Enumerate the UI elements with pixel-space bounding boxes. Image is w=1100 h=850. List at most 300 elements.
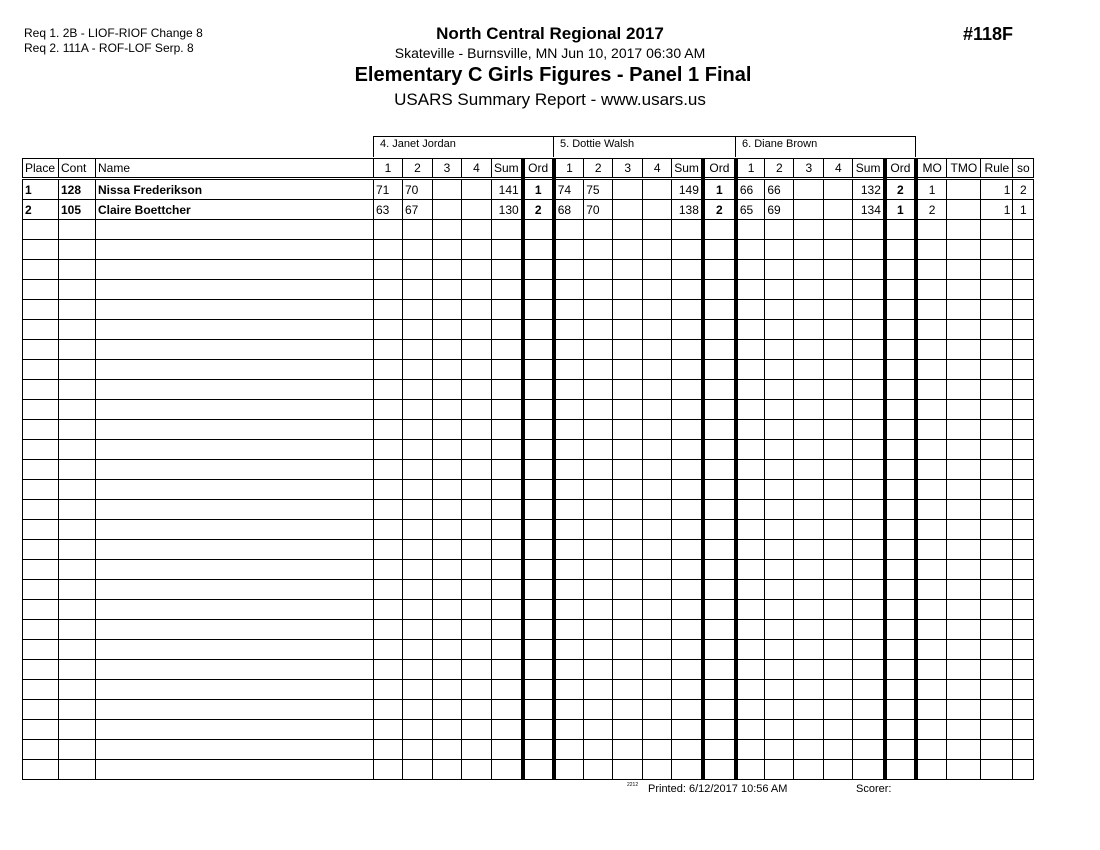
empty-cell bbox=[374, 740, 403, 760]
empty-cell bbox=[59, 620, 96, 640]
empty-cell bbox=[981, 420, 1013, 440]
judge1-score3-cell bbox=[433, 200, 462, 220]
empty-cell bbox=[59, 660, 96, 680]
judge2-score4-cell bbox=[643, 200, 672, 220]
empty-cell bbox=[824, 360, 853, 380]
empty-cell bbox=[96, 760, 374, 780]
empty-cell bbox=[672, 760, 703, 780]
empty-cell bbox=[736, 240, 765, 260]
empty-cell bbox=[492, 380, 523, 400]
empty-cell bbox=[824, 220, 853, 240]
empty-cell bbox=[523, 700, 554, 720]
empty-cell bbox=[59, 420, 96, 440]
scorer-label: Scorer: bbox=[856, 783, 892, 795]
empty-cell bbox=[374, 360, 403, 380]
empty-table-row bbox=[23, 320, 1034, 340]
venue-datetime: Skateville - Burnsville, MN Jun 10, 2017 06:30 AM bbox=[394, 45, 706, 61]
empty-cell bbox=[492, 220, 523, 240]
empty-cell bbox=[554, 660, 584, 680]
empty-cell bbox=[374, 720, 403, 740]
empty-cell bbox=[554, 540, 584, 560]
empty-cell bbox=[554, 620, 584, 640]
j1-col-3: 3 bbox=[433, 159, 462, 179]
empty-cell bbox=[885, 320, 916, 340]
empty-cell bbox=[916, 420, 947, 440]
table-row bbox=[23, 200, 1034, 220]
empty-cell bbox=[23, 340, 59, 360]
empty-cell bbox=[374, 760, 403, 780]
empty-cell bbox=[462, 540, 492, 560]
empty-cell bbox=[916, 720, 947, 740]
empty-cell bbox=[403, 320, 433, 340]
empty-cell bbox=[554, 440, 584, 460]
empty-cell bbox=[433, 420, 462, 440]
empty-cell bbox=[492, 720, 523, 740]
empty-cell bbox=[736, 500, 765, 520]
empty-cell bbox=[96, 440, 374, 460]
empty-cell bbox=[765, 560, 794, 580]
empty-cell bbox=[433, 560, 462, 580]
empty-cell bbox=[824, 720, 853, 740]
empty-cell bbox=[853, 300, 885, 320]
empty-cell bbox=[736, 720, 765, 740]
empty-cell bbox=[765, 340, 794, 360]
empty-cell bbox=[703, 300, 736, 320]
empty-cell bbox=[643, 680, 672, 700]
empty-cell bbox=[703, 340, 736, 360]
empty-cell bbox=[403, 480, 433, 500]
empty-cell bbox=[981, 360, 1013, 380]
empty-cell bbox=[643, 300, 672, 320]
empty-cell bbox=[403, 620, 433, 640]
col-so: so bbox=[1013, 159, 1034, 179]
judge3-score1-cell: 66 bbox=[736, 179, 765, 200]
judge2-score2-cell: 70 bbox=[584, 200, 613, 220]
empty-cell bbox=[433, 300, 462, 320]
empty-cell bbox=[916, 600, 947, 620]
empty-cell bbox=[703, 500, 736, 520]
empty-cell bbox=[403, 580, 433, 600]
empty-cell bbox=[794, 560, 824, 580]
empty-cell bbox=[554, 720, 584, 740]
empty-cell bbox=[403, 300, 433, 320]
empty-cell bbox=[672, 640, 703, 660]
empty-cell bbox=[824, 640, 853, 660]
judge2-score1-cell: 68 bbox=[554, 200, 584, 220]
cont-cell: 128 bbox=[59, 179, 96, 200]
empty-cell bbox=[672, 520, 703, 540]
empty-cell bbox=[584, 400, 613, 420]
judge3-score1-cell: 65 bbox=[736, 200, 765, 220]
table-header-row bbox=[23, 159, 1034, 179]
empty-cell bbox=[374, 460, 403, 480]
empty-cell bbox=[1013, 460, 1034, 480]
empty-cell bbox=[643, 560, 672, 580]
empty-cell bbox=[703, 660, 736, 680]
judge3-ord-cell: 2 bbox=[885, 179, 916, 200]
empty-cell bbox=[947, 600, 981, 620]
table-row bbox=[23, 179, 1034, 200]
empty-cell bbox=[672, 320, 703, 340]
judge2-score3-cell bbox=[613, 200, 643, 220]
empty-cell bbox=[613, 600, 643, 620]
empty-cell bbox=[672, 700, 703, 720]
empty-table-row bbox=[23, 440, 1034, 460]
requirement-2: Req 2. 111A - ROF-LOF Serp. 8 bbox=[24, 41, 194, 55]
empty-table-row bbox=[23, 240, 1034, 260]
empty-cell bbox=[824, 260, 853, 280]
empty-cell bbox=[96, 700, 374, 720]
empty-cell bbox=[433, 500, 462, 520]
empty-table-row bbox=[23, 420, 1034, 440]
empty-cell bbox=[584, 600, 613, 620]
empty-cell bbox=[643, 240, 672, 260]
empty-cell bbox=[492, 680, 523, 700]
j3-col-sum: Sum bbox=[853, 159, 885, 179]
empty-cell bbox=[765, 260, 794, 280]
empty-cell bbox=[765, 420, 794, 440]
empty-cell bbox=[96, 280, 374, 300]
empty-cell bbox=[853, 760, 885, 780]
empty-cell bbox=[462, 500, 492, 520]
empty-cell bbox=[824, 520, 853, 540]
empty-cell bbox=[59, 540, 96, 560]
empty-cell bbox=[23, 300, 59, 320]
empty-cell bbox=[433, 360, 462, 380]
empty-cell bbox=[703, 320, 736, 340]
rule-cell: 1 bbox=[981, 200, 1013, 220]
empty-cell bbox=[794, 260, 824, 280]
empty-cell bbox=[492, 600, 523, 620]
empty-cell bbox=[981, 320, 1013, 340]
empty-cell bbox=[824, 660, 853, 680]
tmo-cell bbox=[947, 200, 981, 220]
empty-cell bbox=[885, 740, 916, 760]
empty-cell bbox=[672, 240, 703, 260]
judge1-score4-cell bbox=[462, 200, 492, 220]
empty-cell bbox=[736, 640, 765, 660]
empty-cell bbox=[96, 560, 374, 580]
j3-col-4: 4 bbox=[824, 159, 853, 179]
empty-cell bbox=[433, 660, 462, 680]
empty-cell bbox=[794, 220, 824, 240]
empty-cell bbox=[824, 380, 853, 400]
requirement-1: Req 1. 2B - LIOF-RIOF Change 8 bbox=[24, 26, 203, 40]
empty-cell bbox=[947, 400, 981, 420]
empty-cell bbox=[613, 520, 643, 540]
empty-cell bbox=[672, 540, 703, 560]
empty-table-row bbox=[23, 740, 1034, 760]
empty-cell bbox=[613, 680, 643, 700]
judge2-ord-cell: 1 bbox=[703, 179, 736, 200]
empty-cell bbox=[403, 520, 433, 540]
empty-table-row bbox=[23, 360, 1034, 380]
empty-cell bbox=[374, 400, 403, 420]
empty-cell bbox=[794, 300, 824, 320]
empty-cell bbox=[96, 380, 374, 400]
empty-cell bbox=[584, 540, 613, 560]
empty-cell bbox=[643, 520, 672, 540]
empty-cell bbox=[554, 420, 584, 440]
empty-cell bbox=[613, 540, 643, 560]
j1-col-2: 2 bbox=[403, 159, 433, 179]
empty-cell bbox=[462, 400, 492, 420]
judge1-sum-cell: 130 bbox=[492, 200, 523, 220]
empty-cell bbox=[672, 660, 703, 680]
empty-cell bbox=[765, 300, 794, 320]
empty-cell bbox=[554, 300, 584, 320]
empty-cell bbox=[374, 240, 403, 260]
empty-cell bbox=[672, 360, 703, 380]
empty-cell bbox=[462, 520, 492, 540]
empty-cell bbox=[492, 260, 523, 280]
empty-cell bbox=[824, 700, 853, 720]
empty-cell bbox=[853, 520, 885, 540]
empty-cell bbox=[916, 340, 947, 360]
empty-cell bbox=[794, 320, 824, 340]
empty-cell bbox=[916, 760, 947, 780]
empty-cell bbox=[403, 500, 433, 520]
judge1-score4-cell bbox=[462, 179, 492, 200]
empty-cell bbox=[885, 400, 916, 420]
empty-table-row bbox=[23, 380, 1034, 400]
j2-col-3: 3 bbox=[613, 159, 643, 179]
empty-cell bbox=[492, 700, 523, 720]
empty-cell bbox=[23, 520, 59, 540]
empty-cell bbox=[981, 700, 1013, 720]
place-cell: 2 bbox=[23, 200, 59, 220]
j1-col-4: 4 bbox=[462, 159, 492, 179]
empty-cell bbox=[1013, 580, 1034, 600]
empty-cell bbox=[885, 540, 916, 560]
empty-cell bbox=[584, 720, 613, 740]
empty-cell bbox=[794, 380, 824, 400]
empty-cell bbox=[96, 480, 374, 500]
empty-cell bbox=[462, 560, 492, 580]
j1-col-sum: Sum bbox=[492, 159, 523, 179]
empty-cell bbox=[824, 680, 853, 700]
empty-cell bbox=[584, 420, 613, 440]
empty-cell bbox=[462, 580, 492, 600]
empty-cell bbox=[794, 520, 824, 540]
empty-cell bbox=[403, 220, 433, 240]
empty-cell bbox=[1013, 600, 1034, 620]
empty-cell bbox=[672, 500, 703, 520]
empty-cell bbox=[523, 620, 554, 640]
empty-cell bbox=[981, 680, 1013, 700]
judge3-score2-cell: 69 bbox=[765, 200, 794, 220]
report-title: USARS Summary Report - www.usars.us bbox=[394, 90, 706, 109]
col-place: Place bbox=[23, 159, 59, 179]
empty-table-row bbox=[23, 340, 1034, 360]
empty-cell bbox=[462, 760, 492, 780]
empty-cell bbox=[736, 520, 765, 540]
empty-cell bbox=[703, 740, 736, 760]
empty-cell bbox=[23, 600, 59, 620]
empty-cell bbox=[613, 440, 643, 460]
empty-cell bbox=[947, 260, 981, 280]
empty-cell bbox=[554, 640, 584, 660]
empty-cell bbox=[1013, 420, 1034, 440]
empty-cell bbox=[523, 380, 554, 400]
empty-cell bbox=[981, 600, 1013, 620]
empty-cell bbox=[916, 260, 947, 280]
empty-cell bbox=[374, 560, 403, 580]
empty-cell bbox=[23, 320, 59, 340]
empty-cell bbox=[96, 660, 374, 680]
empty-cell bbox=[613, 740, 643, 760]
col-tmo: TMO bbox=[947, 159, 981, 179]
empty-cell bbox=[523, 340, 554, 360]
empty-cell bbox=[824, 580, 853, 600]
empty-cell bbox=[59, 460, 96, 480]
empty-table-row bbox=[23, 480, 1034, 500]
empty-cell bbox=[643, 760, 672, 780]
empty-cell bbox=[765, 320, 794, 340]
empty-cell bbox=[59, 720, 96, 740]
judge1-score3-cell bbox=[433, 179, 462, 200]
empty-cell bbox=[523, 720, 554, 740]
col-name: Name bbox=[96, 159, 374, 179]
empty-cell bbox=[643, 660, 672, 680]
empty-cell bbox=[523, 640, 554, 660]
empty-cell bbox=[885, 220, 916, 240]
empty-cell bbox=[554, 280, 584, 300]
empty-cell bbox=[947, 700, 981, 720]
empty-cell bbox=[613, 280, 643, 300]
empty-cell bbox=[1013, 680, 1034, 700]
empty-cell bbox=[885, 700, 916, 720]
empty-cell bbox=[403, 700, 433, 720]
empty-cell bbox=[613, 220, 643, 240]
empty-cell bbox=[613, 400, 643, 420]
empty-cell bbox=[765, 720, 794, 740]
empty-cell bbox=[462, 740, 492, 760]
empty-cell bbox=[584, 620, 613, 640]
empty-table-row bbox=[23, 500, 1034, 520]
empty-cell bbox=[853, 480, 885, 500]
empty-cell bbox=[492, 660, 523, 680]
empty-cell bbox=[981, 660, 1013, 680]
judge3-sum-cell: 134 bbox=[853, 200, 885, 220]
empty-cell bbox=[703, 400, 736, 420]
empty-cell bbox=[59, 740, 96, 760]
empty-cell bbox=[23, 360, 59, 380]
empty-cell bbox=[853, 620, 885, 640]
empty-cell bbox=[374, 380, 403, 400]
empty-cell bbox=[672, 480, 703, 500]
empty-cell bbox=[433, 640, 462, 660]
empty-cell bbox=[462, 700, 492, 720]
empty-cell bbox=[947, 480, 981, 500]
empty-cell bbox=[492, 580, 523, 600]
empty-cell bbox=[885, 520, 916, 540]
empty-cell bbox=[643, 620, 672, 640]
j3-col-2: 2 bbox=[765, 159, 794, 179]
empty-cell bbox=[981, 760, 1013, 780]
empty-cell bbox=[824, 320, 853, 340]
j2-col-2: 2 bbox=[584, 159, 613, 179]
empty-cell bbox=[59, 640, 96, 660]
empty-cell bbox=[853, 260, 885, 280]
empty-cell bbox=[916, 400, 947, 420]
empty-cell bbox=[824, 560, 853, 580]
empty-cell bbox=[433, 320, 462, 340]
empty-cell bbox=[824, 620, 853, 640]
empty-cell bbox=[794, 240, 824, 260]
empty-cell bbox=[736, 460, 765, 480]
empty-cell bbox=[643, 400, 672, 420]
empty-cell bbox=[374, 280, 403, 300]
empty-cell bbox=[794, 480, 824, 500]
empty-cell bbox=[403, 440, 433, 460]
empty-table-row bbox=[23, 260, 1034, 280]
empty-cell bbox=[433, 600, 462, 620]
report-code: 2212 bbox=[627, 782, 639, 788]
empty-cell bbox=[824, 760, 853, 780]
empty-cell bbox=[736, 760, 765, 780]
empty-cell bbox=[584, 740, 613, 760]
empty-cell bbox=[554, 360, 584, 380]
empty-cell bbox=[765, 460, 794, 480]
empty-cell bbox=[523, 500, 554, 520]
mo-cell: 1 bbox=[916, 179, 947, 200]
empty-cell bbox=[885, 760, 916, 780]
empty-cell bbox=[947, 620, 981, 640]
empty-cell bbox=[462, 220, 492, 240]
empty-cell bbox=[96, 720, 374, 740]
empty-cell bbox=[947, 280, 981, 300]
empty-cell bbox=[96, 400, 374, 420]
empty-cell bbox=[523, 360, 554, 380]
empty-cell bbox=[824, 440, 853, 460]
empty-cell bbox=[96, 420, 374, 440]
empty-cell bbox=[59, 500, 96, 520]
empty-cell bbox=[523, 760, 554, 780]
empty-cell bbox=[824, 400, 853, 420]
so-cell: 2 bbox=[1013, 179, 1034, 200]
empty-cell bbox=[824, 300, 853, 320]
empty-cell bbox=[947, 360, 981, 380]
empty-table-row bbox=[23, 680, 1034, 700]
empty-cell bbox=[824, 240, 853, 260]
empty-cell bbox=[462, 320, 492, 340]
empty-cell bbox=[523, 560, 554, 580]
empty-cell bbox=[59, 760, 96, 780]
empty-cell bbox=[433, 280, 462, 300]
judge1-score1-cell: 63 bbox=[374, 200, 403, 220]
empty-cell bbox=[981, 480, 1013, 500]
empty-cell bbox=[981, 520, 1013, 540]
empty-cell bbox=[853, 740, 885, 760]
empty-cell bbox=[433, 740, 462, 760]
empty-cell bbox=[643, 540, 672, 560]
empty-cell bbox=[885, 340, 916, 360]
empty-cell bbox=[584, 500, 613, 520]
empty-cell bbox=[703, 280, 736, 300]
empty-cell bbox=[885, 500, 916, 520]
empty-cell bbox=[824, 480, 853, 500]
empty-cell bbox=[554, 520, 584, 540]
empty-cell bbox=[853, 700, 885, 720]
col-rule: Rule bbox=[981, 159, 1013, 179]
empty-cell bbox=[916, 680, 947, 700]
empty-cell bbox=[96, 460, 374, 480]
cont-cell: 105 bbox=[59, 200, 96, 220]
empty-cell bbox=[885, 580, 916, 600]
empty-cell bbox=[1013, 380, 1034, 400]
judge3-score4-cell bbox=[824, 200, 853, 220]
